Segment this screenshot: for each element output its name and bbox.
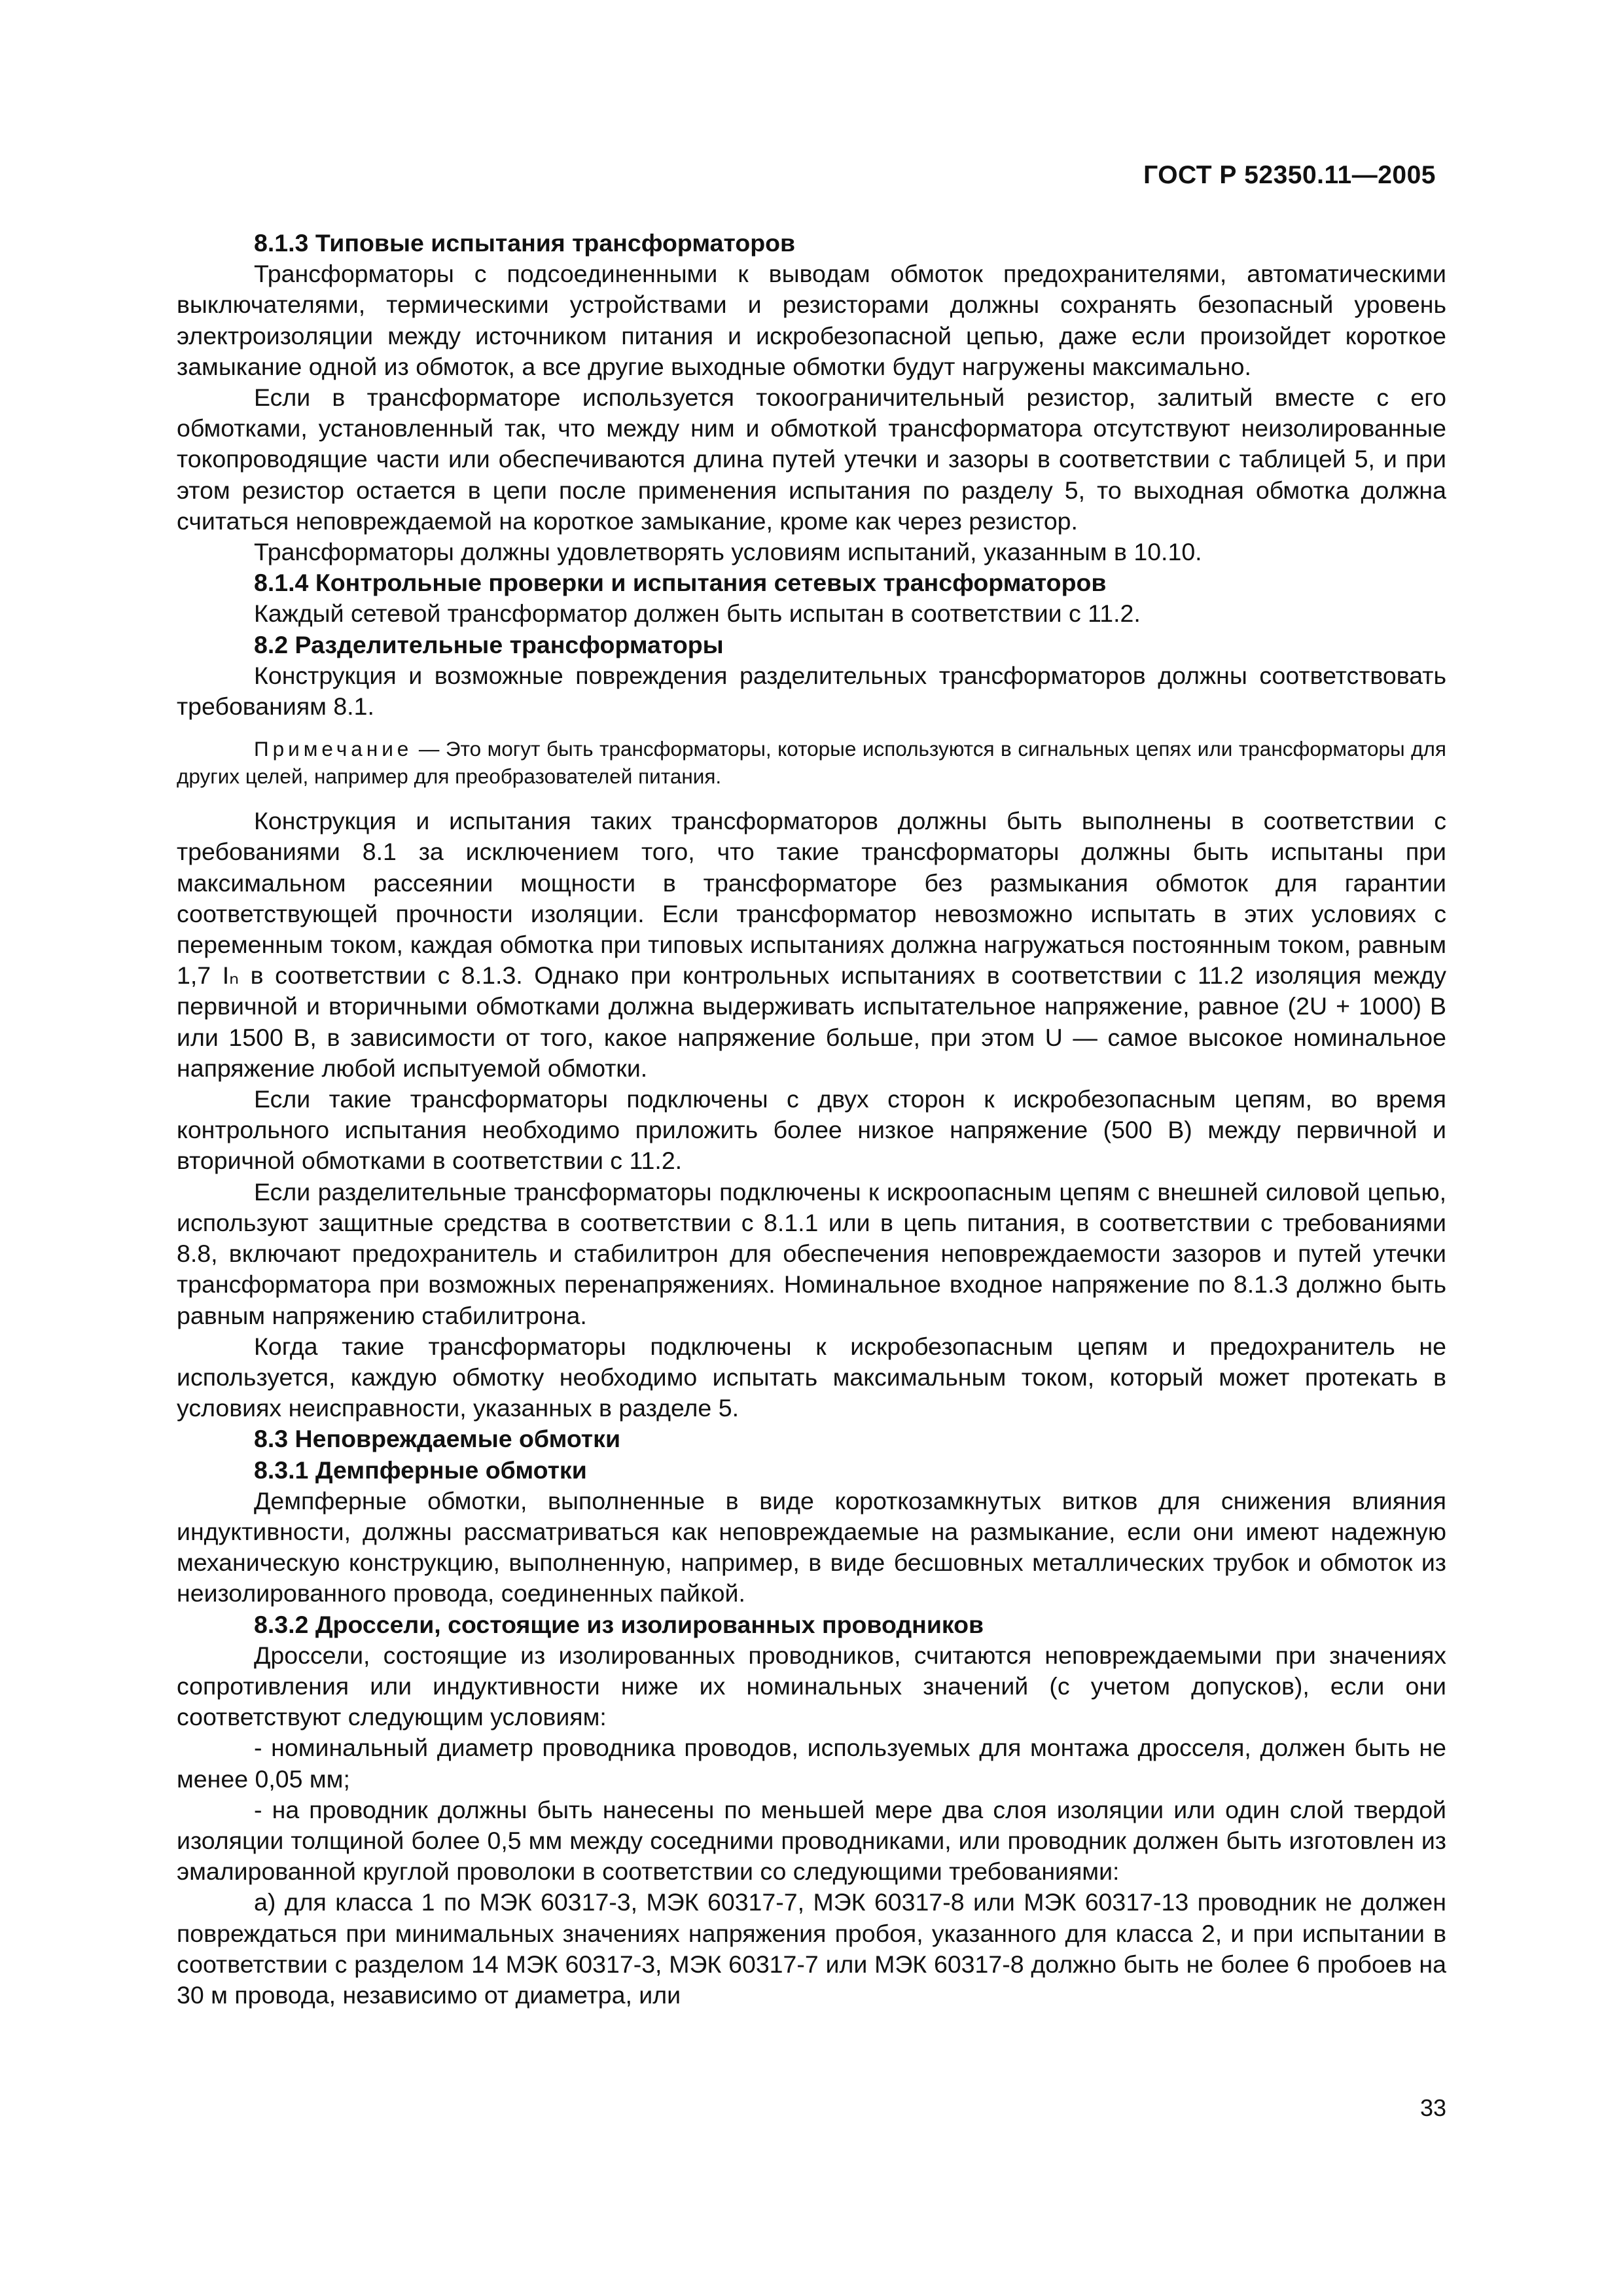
list-item: а) для класса 1 по МЭК 60317-3, МЭК 60317-7, МЭК 60317-8 или МЭК 60317-13 проводник не должен повреждаться при минимальных значениях напряжения пробоя, указанного для класса 2, и при испытании в соответствии с разделом 14 МЭК 60317-3, МЭК 60317-7 или МЭК 60317-8 должно быть не более 6 пробоев на 30 м провода, независимо от диаметра, или: [177, 1888, 1446, 2009]
standard-code-header: ГОСТ Р 52350.11—2005: [1143, 161, 1436, 189]
paragraph: Конструкция и испытания таких трансформаторов должны быть выполнены в соответствии с требованиями 8.1 за исключением того, что такие трансформаторы должны быть испытаны при максимальном рассеянии мощности в трансформаторе без размыкания обмоток для гарантии соответствующей прочности изоляции. Если трансформатор невозможно испытать в этих условиях с переменным током, каждая обмотка при типовых испытаниях должна нагружаться постоянным током, равным 1,7 Iₙ в соответствии с 8.1.3. Однако при контрольных испытаниях в соответствии с 11.2 изоляция между первичной и вторичными обмотками должна выдерживать испытательное напряжение, равное (2U + 1000) В или 1500 В, в зависимости от того, какое напряжение больше, при этом U — самое высокое номинальное напряжение любой испытуемой обмотки.: [177, 807, 1446, 1082]
section-heading-8-2: 8.2 Разделительные трансформаторы: [254, 630, 724, 658]
paragraph: Демпферные обмотки, выполненные в виде короткозамкнутых витков для снижения влияния индуктивности, должны рассматриваться как неповреждаемые на размыкание, если они имеют надежную механическую конструкцию, выполненную, например, в виде бесшовных металлических трубок и обмоток из неизолированного провода, соединенных пайкой.: [177, 1486, 1446, 1607]
paragraph: Трансформаторы с подсоединенными к выводам обмоток предохранителями, автоматическими выключателями, термическими устройствами и резисторами должны сохранять безопасный уровень электроизоляции между источником питания и искробезопасной цепью, даже если произойдет короткое замыкание одной из обмоток, а все другие выходные обмотки будут нагружены максимально.: [177, 260, 1446, 380]
section-heading-8-3-2: 8.3.2 Дроссели, состоящие из изолированных проводников: [254, 1610, 984, 1638]
note: [177, 735, 1446, 790]
section-heading-8-1-4: 8.1.4 Контрольные проверки и испытания сетевых трансформаторов: [254, 569, 1107, 597]
paragraph: Конструкция и возможные повреждения разделительных трансформаторов должны соответствовать требованиям 8.1.: [177, 661, 1446, 721]
paragraph: Когда такие трансформаторы подключены к искробезопасным цепям и предохранитель не используется, каждую обмотку необходимо испытать максимальным током, который может протекать в условиях неисправности, указанных в разделе 5.: [177, 1332, 1446, 1422]
section-heading-8-3: 8.3 Неповреждаемые обмотки: [254, 1425, 620, 1453]
paragraph: Если в трансформаторе используется токоограничительный резистор, залитый вместе с его обмотками, установленный так, что между ним и обмоткой трансформатора отсутствуют неизолированные токопроводящие части или обеспечиваются длина путей утечки и зазоры в соответствии с таблицей 5, и при этом резистор остается в цепи после применения испытания по разделу 5, то выходная обмотка должна считаться неповреждаемой на короткое замыкание, кроме как через резистор.: [177, 384, 1446, 535]
section-heading-8-1-3: 8.1.3 Типовые испытания трансформаторов: [254, 229, 796, 257]
paragraph: Если такие трансформаторы подключены с двух сторон к искробезопасным цепям, во время контрольного испытания необходимо приложить более низкое напряжение (500 В) между первичной и вторичной обмотками в соответствии с 11.2.: [177, 1085, 1446, 1175]
document-body: [177, 228, 1446, 2011]
note-label: Примечание: [254, 737, 413, 761]
note-text: — Это могут быть трансформаторы, которые используются в сигнальных цепях или трансформаторы для других целей, например для преобразователей питания.: [177, 737, 1446, 789]
section-heading-8-3-1: 8.3.1 Демпферные обмотки: [254, 1456, 587, 1484]
paragraph: Каждый сетевой трансформатор должен быть испытан в соответствии с 11.2.: [254, 600, 1141, 628]
paragraph: Если разделительные трансформаторы подключены к искроопасным цепям с внешней силовой цепью, используют защитные средства в соответствии с 8.1.1 или в цепь питания, в соответствии с требованиями 8.8, включают предохранитель и стабилитрон для обеспечения неповреждаемости зазоров и путей утечки трансформатора при возможных перенапряжениях. Номинальное входное напряжение по 8.1.3 должно быть равным напряжению стабилитрона.: [177, 1177, 1446, 1329]
page-number: 33: [1419, 2094, 1446, 2121]
list-item: - на проводник должны быть нанесены по меньшей мере два слоя изоляции или один слой твердой изоляции толщиной более 0,5 мм между соседними проводниками, или проводник должен быть изготовлен из эмалированной круглой проволоки в соответствии со следующими требованиями:: [177, 1795, 1446, 1886]
paragraph: Дроссели, состоящие из изолированных проводников, считаются неповреждаемыми при значениях сопротивления или индуктивности ниже их номинальных значений (с учетом допусков), если они соответствуют следующим условиям:: [177, 1641, 1446, 1731]
paragraph: Трансформаторы должны удовлетворять условиям испытаний, указанным в 10.10.: [254, 538, 1202, 566]
list-item: - номинальный диаметр проводника проводов, используемых для монтажа дросселя, должен быть не менее 0,05 мм;: [177, 1734, 1446, 1793]
